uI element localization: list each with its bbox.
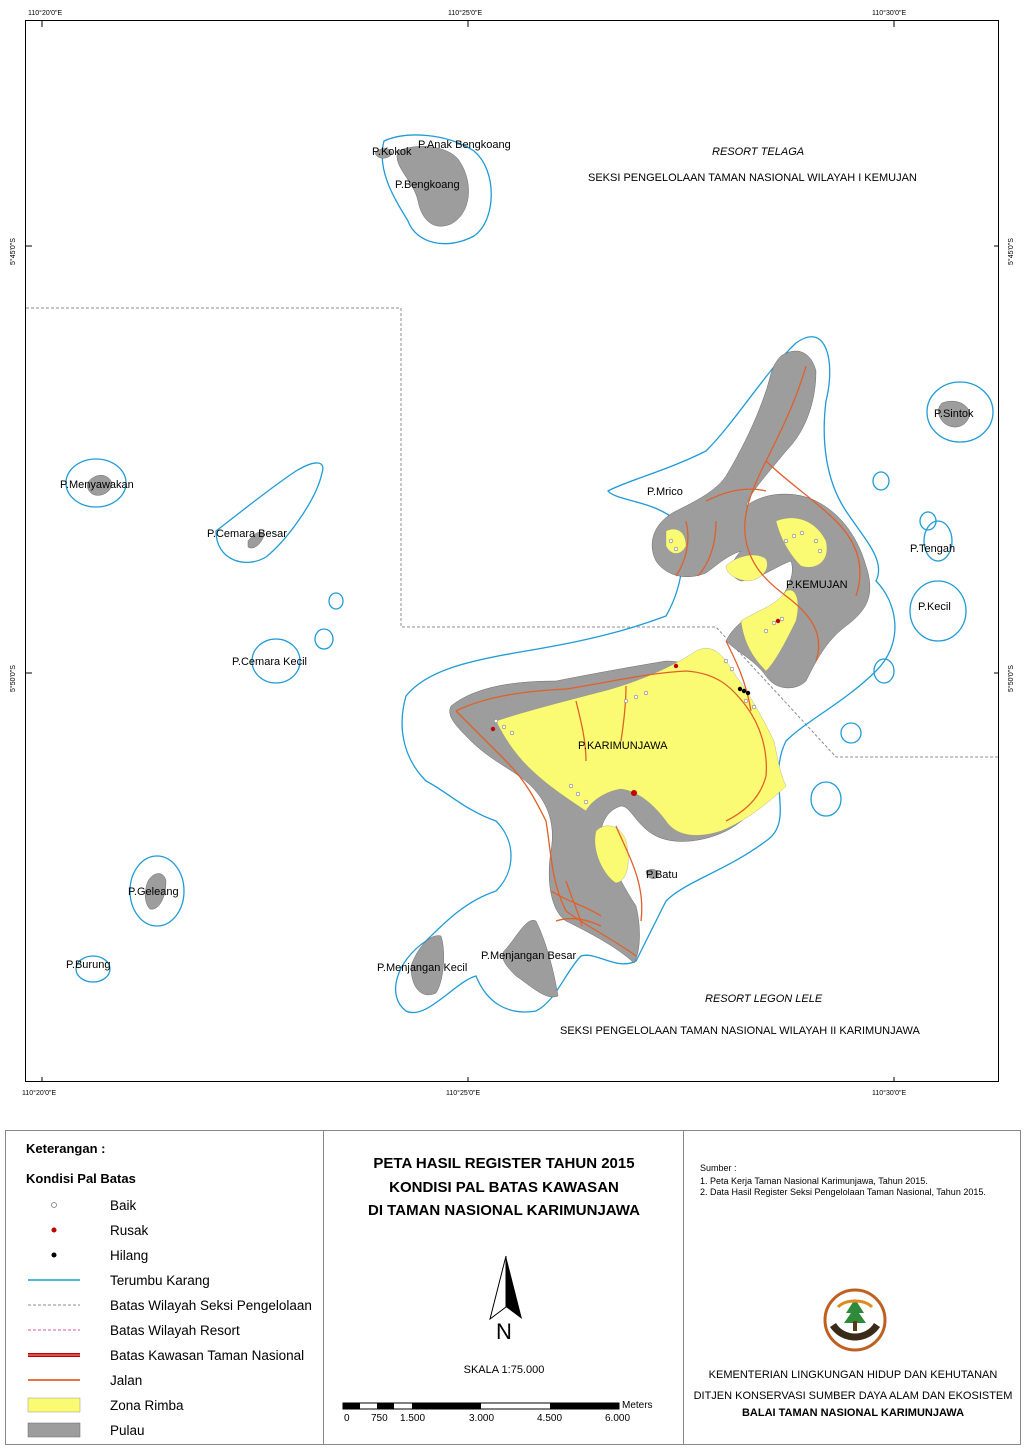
reef-small-2 (329, 593, 343, 609)
label-batu: P.Batu (646, 869, 678, 881)
grid-label-bottom-2: 110°25'0"E (446, 1090, 481, 1097)
legend-label: Baik (110, 1197, 137, 1213)
label-kemujan: P.KEMUJAN (786, 579, 848, 591)
line-red-double-icon (26, 1346, 82, 1364)
legend-label: Hilang (110, 1247, 149, 1263)
label-resort-legon-lele: RESORT LEGON LELE (705, 993, 823, 1005)
label-anak-bengkoang: P.Anak Bengkoang (418, 139, 511, 151)
legend-label: Batas Kawasan Taman Nasional (110, 1347, 305, 1363)
legend-item-terumbu-karang (26, 1270, 316, 1290)
org-line-1: KEMENTERIAN LINGKUNGAN HIDUP DAN KEHUTANAN (708, 1369, 998, 1381)
scale-tick-750: 750 (371, 1413, 388, 1424)
label-menyawakan: P.Menyawakan (60, 479, 134, 491)
legend-item-zona-rimba (26, 1395, 316, 1415)
legend-item-baik (26, 1195, 316, 1215)
scale-tick-6000: 6.000 (605, 1413, 631, 1424)
label-resort-telaga: RESORT TELAGA (712, 146, 805, 158)
reef-small-1 (315, 629, 333, 649)
scale-tick-3000: 3.000 (469, 1413, 495, 1424)
legend-subheading: Kondisi Pal Batas (26, 1171, 136, 1186)
grid-label-left-1: 5°45'0"S (10, 238, 17, 265)
line-pink-dash-icon (26, 1321, 82, 1339)
legend-label: Jalan (110, 1372, 143, 1388)
legend-label: Rusak (110, 1222, 149, 1238)
line-orange-icon (26, 1371, 82, 1389)
dot-black-icon (26, 1246, 82, 1264)
label-burung: P.Burung (66, 959, 111, 971)
legend-label: Zona Rimba (110, 1397, 184, 1413)
label-cemara-besar: P.Cemara Besar (207, 528, 287, 540)
legend-item-jalan (26, 1370, 316, 1390)
scale-unit: Meters (622, 1400, 653, 1411)
org-line-2: DITJEN KONSERVASI SUMBER DAYA ALAM DAN EKOSISTEM (693, 1390, 1013, 1402)
dot-red-icon (26, 1221, 82, 1239)
scale-text: SKALA 1:75.000 (463, 1364, 545, 1376)
reef-cemara-besar (216, 463, 323, 562)
org-line-3: BALAI TAMAN NASIONAL KARIMUNJAWA (741, 1407, 965, 1419)
grid-label-top-2: 110°25'0"E (448, 10, 483, 17)
fill-gray-icon (26, 1421, 82, 1439)
grid-label-left-2: 5°50'0"S (10, 665, 17, 692)
legend-label: Terumbu Karang (110, 1272, 210, 1288)
grid-label-right-2: 5°50'0"S (1008, 665, 1015, 692)
label-sintok: P.Sintok (934, 408, 974, 420)
label-bengkoang: P.Bengkoang (395, 179, 460, 191)
legend-item-batas-kawasan (26, 1345, 316, 1365)
label-menjangan-kecil: P.Menjangan Kecil (377, 962, 468, 974)
reef-tengah (924, 521, 952, 561)
source-column (684, 1131, 1022, 1444)
reef-small-6 (873, 472, 889, 490)
scale-tick-1500: 1.500 (400, 1413, 426, 1424)
source-heading: Sumber : (700, 1163, 737, 1173)
label-kecil: P.Kecil (918, 601, 951, 613)
legend-label: Batas Wilayah Seksi Pengelolaan (110, 1297, 312, 1313)
legend-label: Batas Wilayah Resort (110, 1322, 240, 1338)
scale-bar-icon (342, 1401, 622, 1413)
label-mrico: P.Mrico (647, 486, 683, 498)
legend-item-batas-seksi (26, 1295, 316, 1315)
label-karimunjawa: P.KARIMUNJAWA (578, 740, 668, 752)
legend-item-rusak (26, 1220, 316, 1240)
reef-small-4 (841, 723, 861, 743)
source-item-2: 2. Data Hasil Register Seksi Pengelolaan Taman Nasional, Tahun 2015. (700, 1187, 986, 1197)
legend-item-batas-resort (26, 1320, 316, 1340)
island-layer (87, 146, 970, 997)
grid-label-bottom-3: 110°30'0"E (872, 1090, 907, 1097)
legend-column (6, 1131, 324, 1444)
line-blue-icon (26, 1271, 82, 1289)
legend-heading: Keterangan : (26, 1141, 106, 1156)
legend-item-hilang (26, 1245, 316, 1265)
label-tengah: P.Tengah (910, 543, 956, 555)
label-cemara-kecil: P.Cemara Kecil (232, 656, 307, 668)
grid-label-top-3: 110°30'0"E (872, 10, 907, 17)
zona-rimba-north (726, 555, 767, 581)
fill-yellow-icon (26, 1396, 82, 1414)
scale-tick-0: 0 (344, 1413, 350, 1424)
map-title-line1: PETA HASIL REGISTER TAHUN 2015 (373, 1155, 635, 1172)
label-geleang: P.Geleang (128, 886, 179, 898)
legend-label: Pulau (110, 1422, 145, 1438)
info-panel (5, 1130, 1021, 1445)
source-item-1: 1. Peta Kerja Taman Nasional Karimunjawa, Tahun 2015. (700, 1176, 928, 1186)
grid-label-bottom-1: 110°20'0"E (22, 1090, 57, 1097)
label-seksi-1: SEKSI PENGELOLAAN TAMAN NASIONAL WILAYAH I KEMUJAN (588, 172, 917, 184)
map-title-line3: DI TAMAN NASIONAL KARIMUNJAWA (368, 1202, 640, 1219)
label-kokok: P.Kokok (372, 146, 412, 158)
scale-tick-4500: 4.500 (537, 1413, 563, 1424)
grid-label-right-1: 5°45'0"S (1008, 238, 1015, 265)
grid-label-top-1: 110°20'0"E (28, 10, 63, 17)
title-column (324, 1131, 684, 1444)
dot-white-icon (26, 1196, 82, 1214)
line-gray-dash-icon (26, 1296, 82, 1314)
label-seksi-2: SEKSI PENGELOLAAN TAMAN NASIONAL WILAYAH II KARIMUNJAWA (560, 1025, 920, 1037)
label-menjangan-besar: P.Menjangan Besar (481, 950, 577, 962)
map-title-line2: KONDISI PAL BATAS KAWASAN (389, 1179, 619, 1196)
legend-item-pulau (26, 1420, 316, 1440)
north-letter: N (496, 1319, 512, 1344)
reef-small-5 (811, 782, 841, 816)
ministry-logo-icon (822, 1287, 888, 1353)
